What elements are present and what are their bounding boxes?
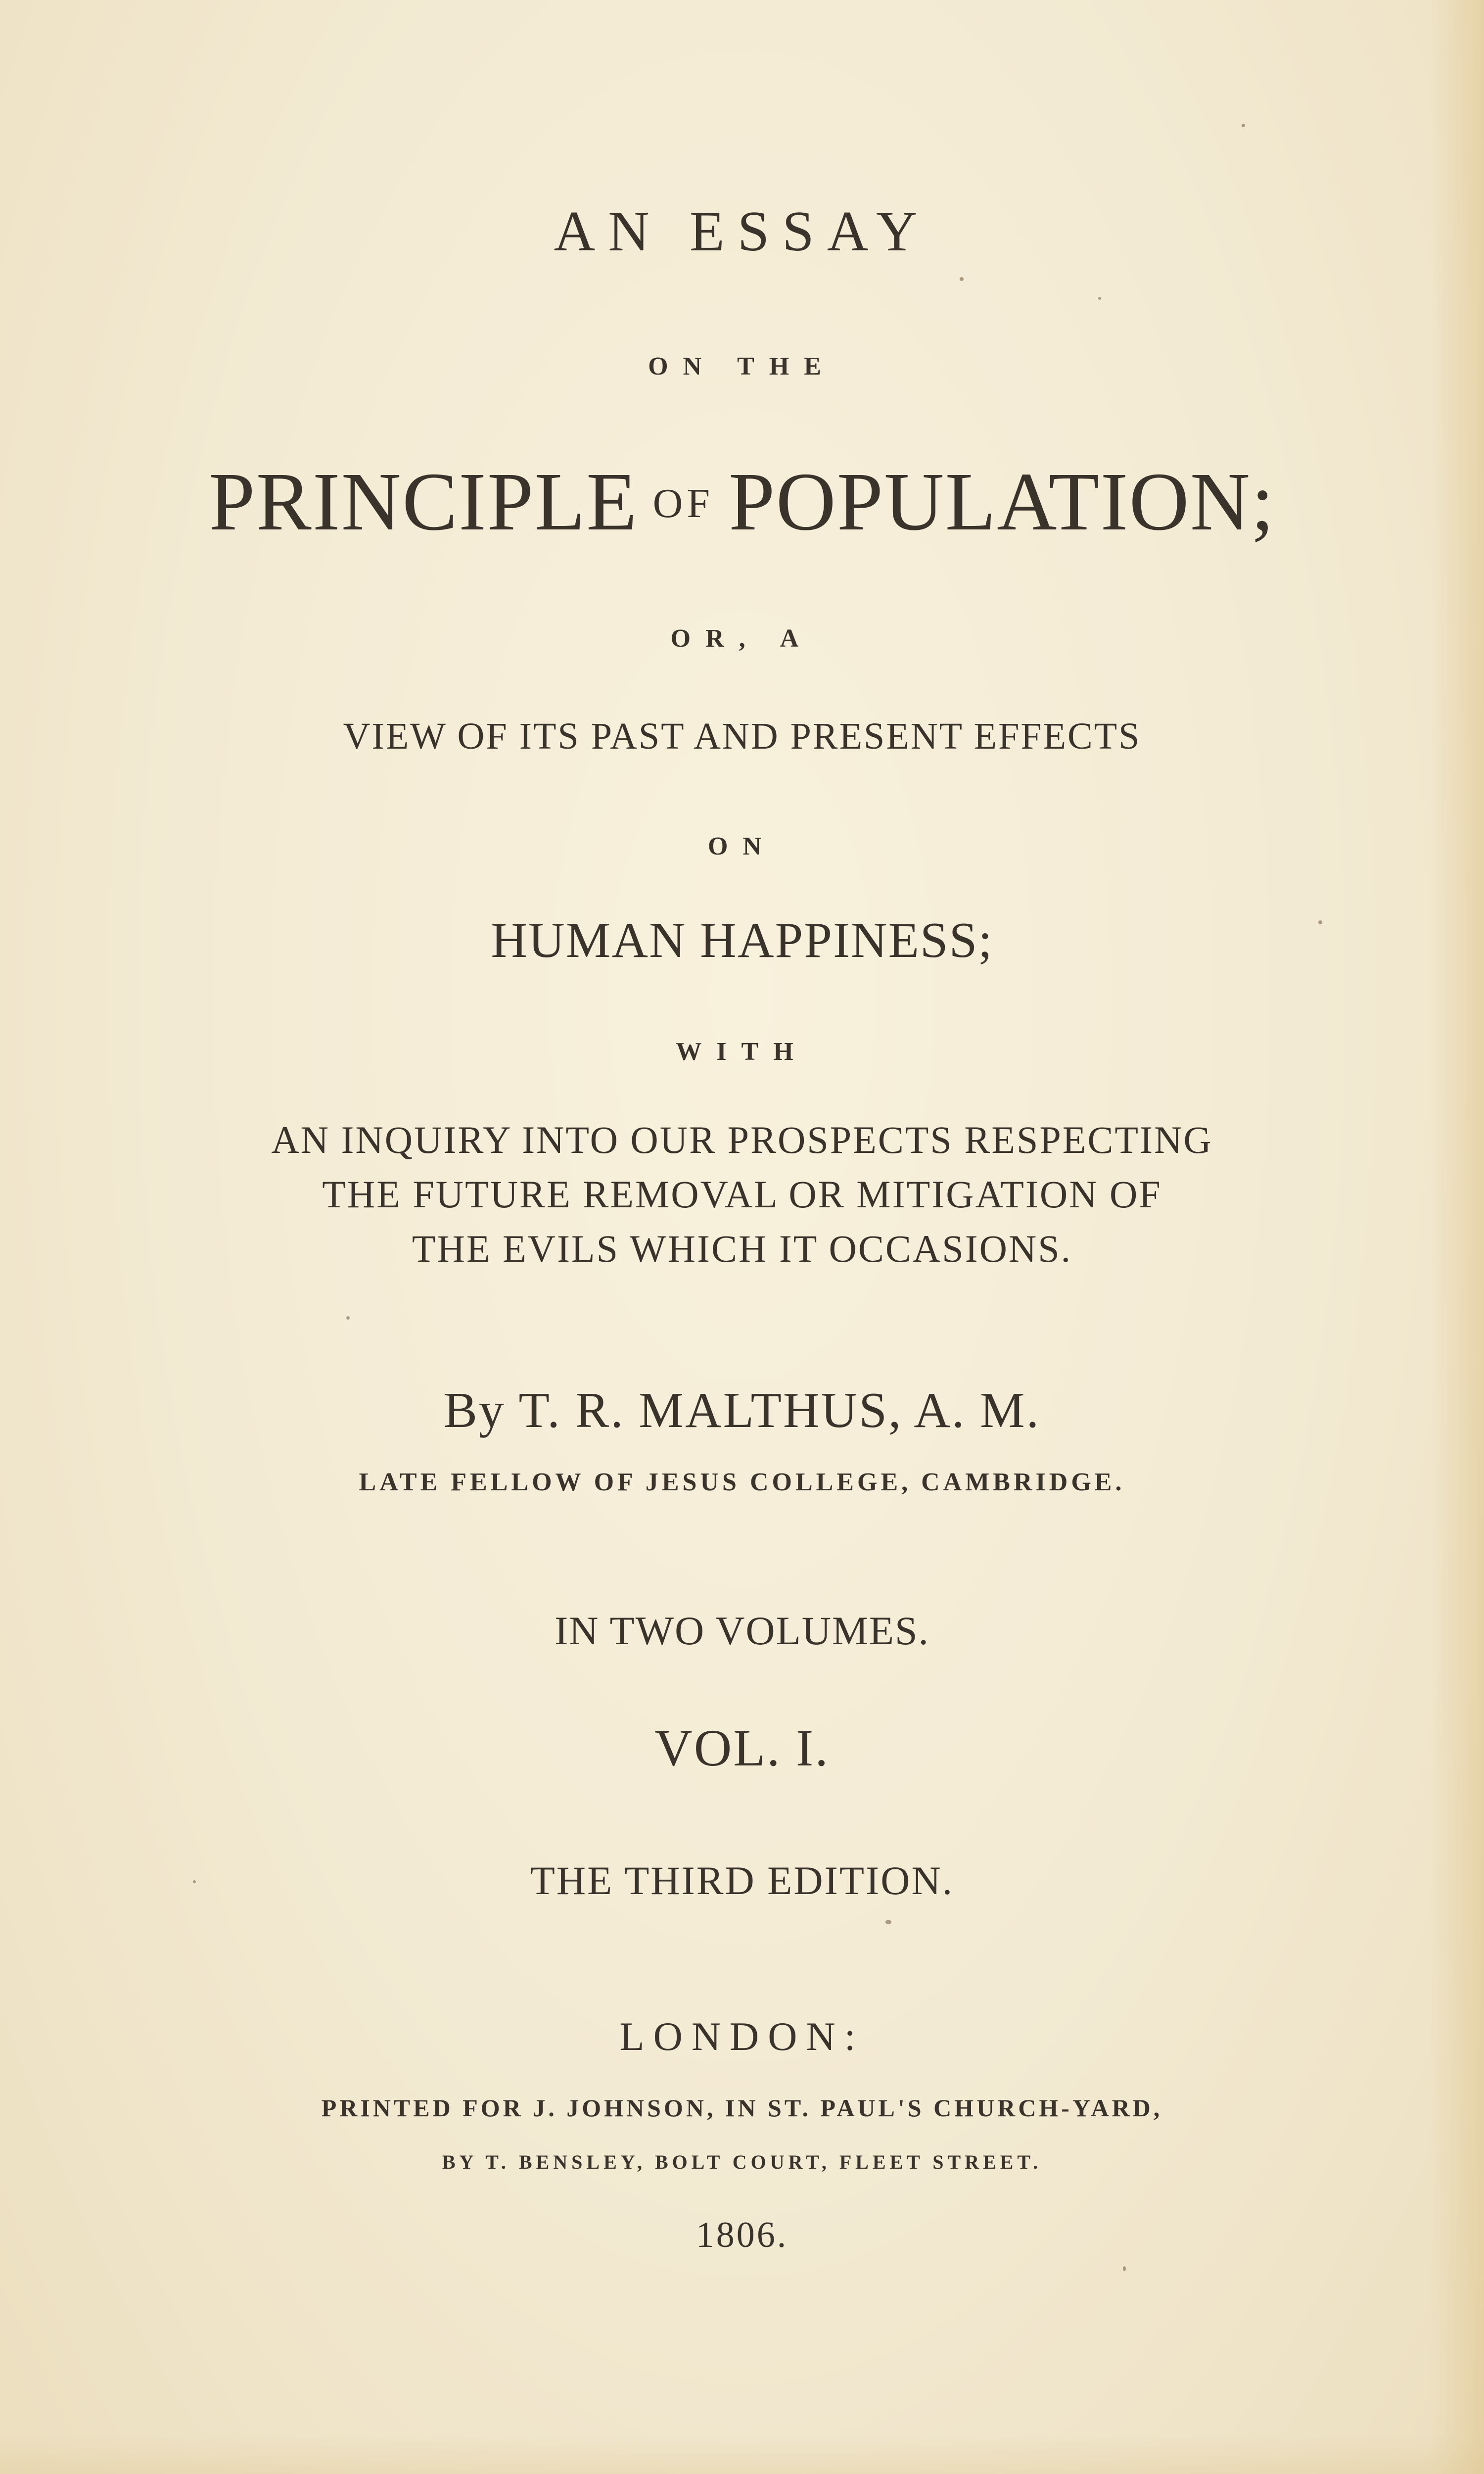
inquiry-line: THE EVILS WHICH IT OCCASIONS. (412, 1227, 1072, 1270)
foxing-speck (346, 1316, 350, 1320)
on-connector: ON (708, 832, 776, 860)
author-affiliation: LATE FELLOW OF JESUS COLLEGE, CAMBRIDGE. (359, 1468, 1125, 1496)
main-title-population: POPULATION; (729, 456, 1275, 548)
on-the-connector: ON THE (648, 352, 836, 381)
essay-title: AN ESSAY (554, 200, 930, 263)
inquiry-line: AN INQUIRY INTO OUR PROSPECTS RESPECTING (271, 1118, 1213, 1161)
foxing-speck (885, 1920, 891, 1924)
inquiry-line: THE FUTURE REMOVAL OR MITIGATION OF (322, 1173, 1162, 1216)
imprint-city: LONDON: (619, 2014, 865, 2059)
with-connector: WITH (676, 1038, 808, 1066)
main-title-principle: PRINCIPLE (209, 456, 638, 548)
imprint-printer: BY T. BENSLEY, BOLT COURT, FLEET STREET. (442, 2151, 1042, 2173)
foxing-speck (193, 1880, 196, 1883)
imprint-year: 1806. (696, 2215, 788, 2255)
main-title (0, 456, 1484, 548)
author-line: By T. R. MALTHUS, A. M. (443, 1382, 1041, 1438)
subtitle-human-happiness: HUMAN HAPPINESS; (491, 912, 993, 968)
main-title-of: OF (652, 480, 714, 526)
subtitle-view: VIEW OF ITS PAST AND PRESENT EFFECTS (343, 715, 1141, 757)
foxing-speck (1123, 2266, 1126, 2271)
page-bottom-shading (0, 2434, 1484, 2474)
imprint-publisher: PRINTED FOR J. JOHNSON, IN ST. PAUL'S CHURCH-YARD, (321, 2094, 1163, 2122)
volumes-count: IN TWO VOLUMES. (554, 1608, 930, 1653)
or-a-connector: OR, A (670, 624, 814, 653)
foxing-speck (960, 277, 964, 281)
foxing-speck (1318, 920, 1322, 924)
foxing-speck (1098, 297, 1101, 300)
volume-number: VOL. I. (654, 1719, 830, 1777)
edition-line: THE THIRD EDITION. (530, 1858, 954, 1903)
foxing-speck (1242, 124, 1245, 127)
